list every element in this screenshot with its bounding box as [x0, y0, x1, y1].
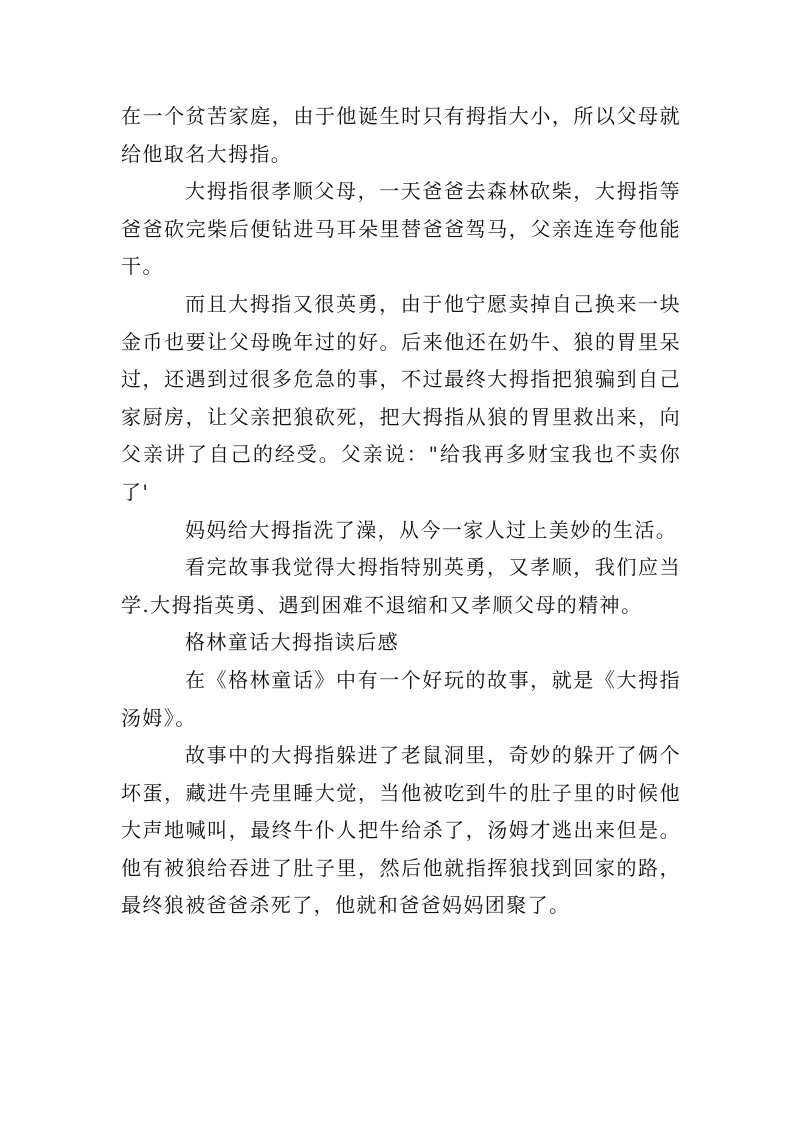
paragraph-3: 而且大拇指又很英勇，由于他宁愿卖掉自己换来一块金币也要让父母晚年过的好。后来他还在奶牛、狼的胃里呆过，还遇到过很多危急的事，不过最终大拇指把狼骗到自己家厨房，让父亲把狼砍死，把大拇指从狼的胃里救出来，向父亲讲了自己的经受。父亲说："给我再多财宝我也不卖你了': [121, 291, 681, 504]
paragraph-6: 在《格林童话》中有一个好玩的故事，就是《大拇指汤姆》。: [121, 667, 681, 730]
paragraph-1: 在一个贫苦家庭，由于他诞生时只有拇指大小，所以父母就给他取名大拇指。: [121, 104, 681, 166]
paragraph-7: 故事中的大拇指躲进了老鼠洞里，奇妙的躲开了俩个坏蛋，藏进牛壳里睡大觉，当他被吃到牛的肚子里的时候他大声地喊叫，最终牛仆人把牛给杀了，汤姆才逃出来但是。他有被狼给吞进了肚子里，然后他就指挥狼找到回家的路，最终狼被爸爸杀死了，他就和爸爸妈妈团聚了。: [121, 743, 681, 918]
paragraph-5: 看完故事我觉得大拇指特别英勇，又孝顺，我们应当学.大拇指英勇、遇到困难不退缩和又孝顺父母的精神。: [121, 555, 681, 617]
section-heading: 格林童话大拇指读后感: [185, 630, 399, 655]
paragraph-2: 大拇指很孝顺父母，一天爸爸去森林砍柴，大拇指等爸爸砍完柴后便钻进马耳朵里替爸爸驾马，父亲连连夸他能干。: [121, 179, 681, 279]
paragraph-4: 妈妈给大拇指洗了澡，从今一家人过上美妙的生活。: [185, 517, 678, 542]
document-body: [121, 98, 681, 925]
